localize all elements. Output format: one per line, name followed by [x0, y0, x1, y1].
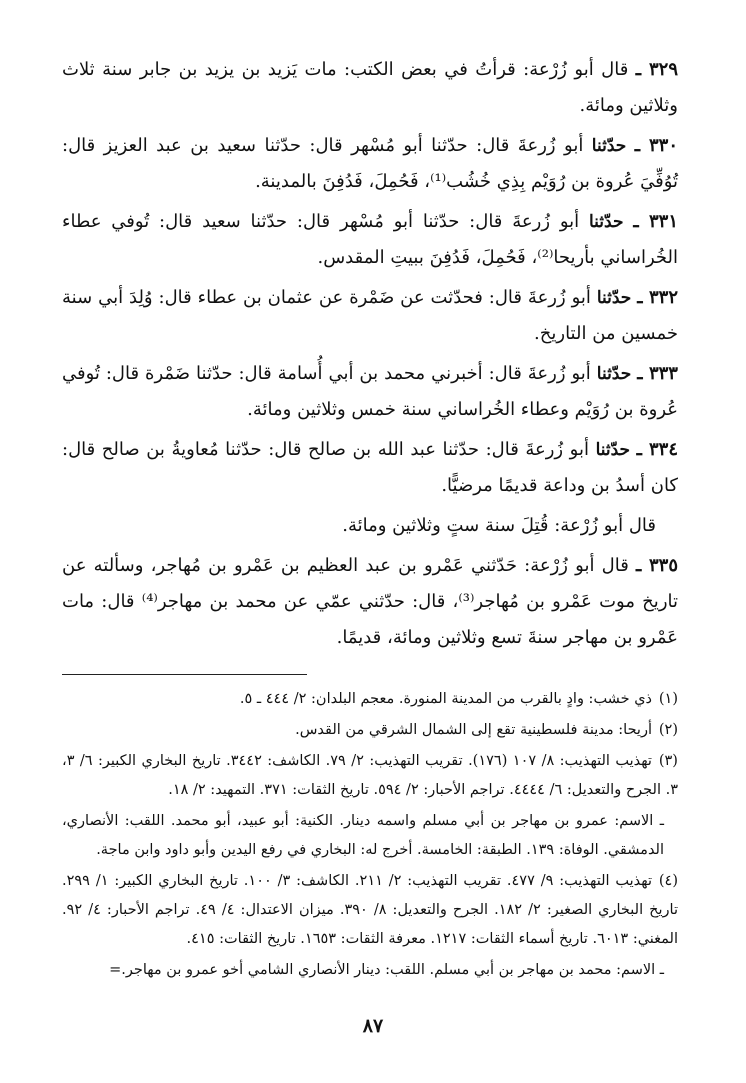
footnote-number: (١) [658, 691, 678, 707]
main-text [62, 52, 678, 656]
footnote-divider [62, 674, 307, 675]
entry-keyword: حدّثنا [596, 364, 632, 384]
footnote-3 [62, 747, 678, 805]
entry-text: أبو زُرعةَ قال: حدّثنا عبد الله بن صالح قال: حدّثنا مُعاويةُ بن صالح قال: كان أسدُ بن وداعة قديمًا مرضيًّا. [62, 439, 678, 496]
entry-330 [62, 128, 678, 200]
entry-333 [62, 356, 678, 428]
entry-number: ٣٣٠ ـ [634, 135, 678, 156]
footnote-3-name [62, 807, 678, 865]
entry-331 [62, 204, 678, 276]
page-number: ٨٧ [362, 1015, 384, 1037]
entry-text: أبو زُرعةَ قال: حدّثنا أبو مُسْهر قال: حدّثنا سعيد بن عبد العزيز قال: تُوُفِّيَ عُروة بن رُوَيْم بِذِي خُشُب⁽¹⁾، فَحُمِلَ، فَدُفِنَ بالمدينة. [62, 135, 678, 192]
entry-text: أبو زُرعةَ قال: حدّثنا أبو مُسْهر قال: حدّثنا سعيد قال: تُوفي عطاء الخُراساني بأريحا⁽²⁾، فَحُمِلَ، فَدُفِنَ ببيتِ المقدس. [62, 211, 678, 268]
entry-text: قال أبو زُرْعة: حَدّثني عَمْرو بن عبد العظيم بن عَمْرو بن مُهاجر، وسألته عن تاريخ موت عَمْرو بن مُهاجر⁽³⁾، قال: حدّثني عمّي عن محمد بن مهاجر⁽⁴⁾ قال: مات عَمْرو بن مهاجر سنةَ تسع وثلاثين ومائة، قديمًا. [62, 555, 679, 648]
footnote-text: ـ الاسم: عمرو بن مهاجر بن أبي مسلم واسمه دينار. الكنية: أبو عبيد، أبو محمد. اللقب: الأنصاري، الدمشقي. الوفاة: ١٣٩. الطبقة: الخامسة. أخرج له: البخاري في رفع اليدين وأبو داود وابن ماجة. [62, 813, 664, 858]
footnote-1 [62, 685, 678, 714]
entry-number: ٣٣١ ـ [633, 211, 678, 232]
footnote-text: أريحا: مدينة فلسطينية تقع إلى الشمال الشرقي من القدس. [295, 722, 652, 738]
entry-text: قال أبو زُرْعة: قُتِلَ سنة ستٍ وثلاثين ومائة. [342, 515, 656, 536]
entry-keyword: حدّثنا [591, 136, 627, 156]
entry-334 [62, 432, 678, 504]
entry-number: ٣٢٩ ـ [635, 59, 678, 80]
entry-332 [62, 280, 678, 352]
entry-keyword: حدّثنا [596, 288, 632, 308]
footnote-2 [62, 716, 678, 745]
footnote-4 [62, 867, 678, 954]
entry-text: قال أبو زُرْعة: قرأتُ في بعض الكتب: مات يَزيد بن يزيد بن جابر سنة ثلاث وثلاثين ومائة. [62, 59, 678, 116]
entry-number: ٣٣٣ ـ [637, 363, 678, 384]
entry-number: ٣٣٥ ـ [635, 555, 678, 576]
footnote-text: تهذيب التهذيب: ٩/ ٤٧٧. تقريب التهذيب: ٢/ ٢١١. الكاشف: ٣/ ١٠٠. تاريخ البخاري الكبير: ١/ ٢٩٩. تاريخ البخاري الصغير: ٢/ ١٨٢. الجرح والتعديل: ٨/ ٣٩٠. ميزان الاعتدال: ٤/ ٤٩. تراجم الأحبار: ٤/ ٩٢. المغني: ٦٠١٣. تاريخ أسماء الثقات: ١٢١٧. معرفة الثقات: ١٦٥٣. تاريخ الثقات: ٤١٥. [62, 873, 678, 947]
entry-text: أبو زُرعةَ قال: أخبرني محمد بن أبي أُسامة قال: حدّثنا ضَمْرة قال: تُوفي عُروة بن رُوَيْم وعطاء الخُراساني سنة خمس وثلاثين ومائة. [62, 363, 678, 420]
footnote-text: ـ الاسم: محمد بن مهاجر بن أبي مسلم. اللقب: دينار الأنصاري الشامي أخو عمرو بن مهاجر.= [109, 962, 664, 978]
footnotes [62, 685, 678, 985]
entry-329 [62, 52, 678, 124]
footnote-text: تهذيب التهذيب: ٨/ ١٠٧ (١٧٦). تقريب التهذيب: ٢/ ٧٩. الكاشف: ٣٤٤٢. تاريخ البخاري الكبير: ٦/ ٣، ٣. الجرح والتعديل: ٦/ ٤٤٤٤. تراجم الأحبار: ٢/ ٥٩٤. تاريخ الثقات: ٣٧١. التمهيد: ٢/ ١٨. [62, 753, 678, 798]
entry-number: ٣٣٤ ـ [636, 439, 678, 460]
entry-keyword: حدّثنا [595, 440, 631, 460]
footnote-text: ذي خشب: وادٍ بالقرب من المدينة المنورة. معجم البلدان: ٢/ ٤٤٤ ـ ٥. [239, 691, 652, 707]
entry-335 [62, 548, 678, 656]
entry-number: ٣٣٢ ـ [637, 287, 678, 308]
footnote-number: (٣) [658, 753, 678, 769]
footnote-number: (٢) [658, 722, 678, 738]
entry-text: أبو زُرعةَ قال: فحدّثت عن ضَمْرة عن عثمان بن عطاء قال: وُلِدَ أبي سنة خمسين من التاريخ. [62, 287, 678, 344]
entry-334-note [62, 508, 678, 544]
entry-keyword: حدّثنا [589, 212, 624, 232]
footnote-4-name [62, 956, 678, 985]
footnote-number: (٤) [658, 873, 678, 889]
